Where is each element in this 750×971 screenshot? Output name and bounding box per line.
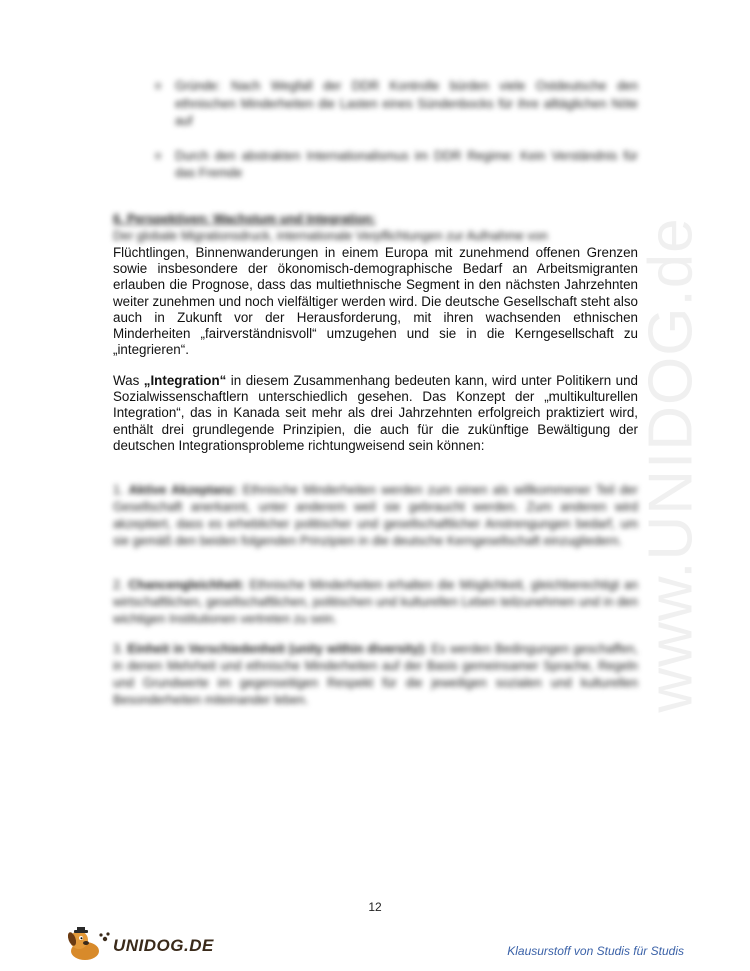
principle-title: Aktive Akzeptanz: [128, 483, 238, 497]
sub-bullet-text: Durch den abstrakten Internationalismus im DDR Regime: Kein Verständnis für das Fremde [175, 148, 638, 180]
principle-text: Ethnische Minderheiten erhalten die Möglichkeit, gleichberechtigt an wirtschaftlichen, gesellschaftlichen, politischen und kulturellen Leben teilzunehmen und in den wichtigen Institutionen vertreten zu sein. [113, 578, 639, 626]
paragraph-integration [113, 373, 638, 454]
watermark [626, 217, 716, 713]
principle-item-2 [113, 577, 638, 628]
integration-term: „Integration“ [143, 373, 227, 388]
logo-text: UNIDOG.DE [113, 936, 214, 955]
sub-bullet-text: Gründe: Nach Wegfall der DDR Kontrolle bürden viele Ostdeutsche den ethnischen Minderheiten die Lasten eines Sündenbocks für ihre alltäglichen Nöte auf [175, 79, 638, 128]
sub-bullet-list [155, 78, 638, 200]
paragraph-perspectives: Flüchtlingen, Binnenwanderungen in einem Europa mit zunehmend offenen Grenzen sowie insbesondere der ökonomisch-demographische Bedarf an Arbeitsmigranten erlauben die Prognose, dass das multiethnische Segment in den nächsten Jahrzehnten weiter zunehmen und noch vielfältiger werden wird. Die deutsche Gesellschaft steht also auch in Zukunft vor der Herausforderung, mit ihren wachsenden ethnischen Minderheiten „fairverständnisvoll“ umzugehen und sie in die Kerngesellschaft zu „integrieren“. [113, 245, 638, 358]
principle-number: 2. [113, 578, 124, 592]
principle-number: 1. [113, 483, 124, 497]
sub-bullet-item [155, 148, 638, 183]
section-heading: 6. Perspektiven: Wachstum und Integration: [113, 212, 376, 226]
paragraph-lead: Was [113, 373, 144, 388]
principle-item-1 [113, 482, 638, 550]
unidog-logo[interactable] [65, 927, 214, 963]
watermark-text: www.UNIDOG.de [636, 217, 706, 713]
page-number: 12 [368, 900, 382, 914]
principle-title: Chancengleichheit: [128, 578, 245, 592]
principle-text: Ethnische Minderheiten werden zum einen als willkommener Teil der Gesellschaft anerkannt, unter anderem weil sie gebraucht werden. Zum anderen wird akzeptiert, dass es erheblicher politischer und gesellschaftlicher Anstrengungen bedarf, um sie gemäß den beiden folgenden Prinzipien in die deutsche Kerngesellschaft einzugliedern. [113, 483, 638, 548]
intro-line: Der globale Migrationsdruck, internationale Verpflichtungen zur Aufnahme von [113, 229, 548, 243]
paragraph-rest: in diesem Zusammenhang bedeuten kann, wird unter Politikern und Sozialwissenschaftlern unterschiedlich gesehen. Das Konzept der „multikulturellen Integration“, das in Kanada seit mehr als drei Jahrzehnten erfolgreich praktiziert wird, enthält drei grundlegende Prinzipien, die auch für die zukünftige Bewältigung der deutschen Integrationsprobleme richtungweisend sein können: [113, 373, 638, 453]
principle-number: 3. [113, 642, 124, 656]
principle-title: Einheit in Verschiedenheit (unity within diversity): [127, 642, 428, 656]
principle-text: Es werden Bedingungen geschaffen, in denen Mehrheit und ethnische Minderheiten auf der Basis gemeinsamer Sprache, Regeln und Grundwerte im gegenseitigen Respekt für die jeweiligen sozialen und kulturellen Besonderheiten miteinander leben. [113, 642, 638, 707]
footer-tagline: Klausurstoff von Studis für Studis [507, 944, 684, 958]
bullet-icon: o [155, 149, 162, 162]
principle-item-3 [113, 641, 638, 709]
sub-bullet-item [155, 78, 638, 131]
dog-mascot-icon [65, 927, 111, 963]
bullet-icon: o [155, 80, 162, 92]
